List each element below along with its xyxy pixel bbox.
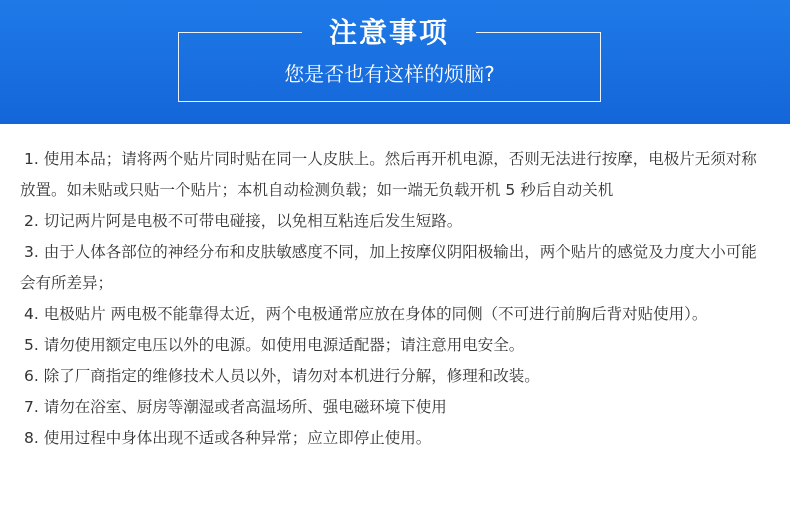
note-item-2: 2. 切记两片阿是电极不可带电碰接，以免相互粘连后发生短路。 <box>24 212 463 230</box>
note-item-8: 8. 使用过程中身体出现不适或各种异常；应立即停止使用。 <box>24 429 432 447</box>
note-item-1: 1. 使用本品；请将两个贴片同时贴在同一人皮肤上。然后再开机电源，否则无法进行按摩，电极片无须对称放置。如未贴或只贴一个贴片；本机自动检测负载；如一端无负载开机 5 秒后自动关机 <box>20 150 757 199</box>
note-item-7: 7. 请勿在浴室、厨房等潮湿或者高温场所、强电磁环境下使用 <box>24 398 447 416</box>
page-title: 注意事项 <box>328 16 449 49</box>
note-item-5: 5. 请勿使用额定电压以外的电源。如使用电源适配器；请注意用电安全。 <box>24 336 525 354</box>
note-item-6: 6. 除了厂商指定的维修技术人员以外，请勿对本机进行分解，修理和改装。 <box>24 367 540 385</box>
note-item-4: 4. 电极贴片 两电极不能靠得太近，两个电极通常应放在身体的同侧（不可进行前胸后背对贴使用）。 <box>24 305 708 323</box>
note-item-3: 3. 由于人体各部位的神经分布和皮肤敏感度不同，加上按摩仪阴阳极输出，两个贴片的感觉及力度大小可能会有所差异； <box>20 243 757 292</box>
page-subtitle: 您是否也有这样的烦脑? <box>284 62 495 86</box>
notes-list <box>20 144 772 454</box>
title-frame-top-left-line <box>178 32 302 33</box>
title-frame-top-right-line <box>476 32 601 33</box>
header-banner <box>0 0 790 124</box>
